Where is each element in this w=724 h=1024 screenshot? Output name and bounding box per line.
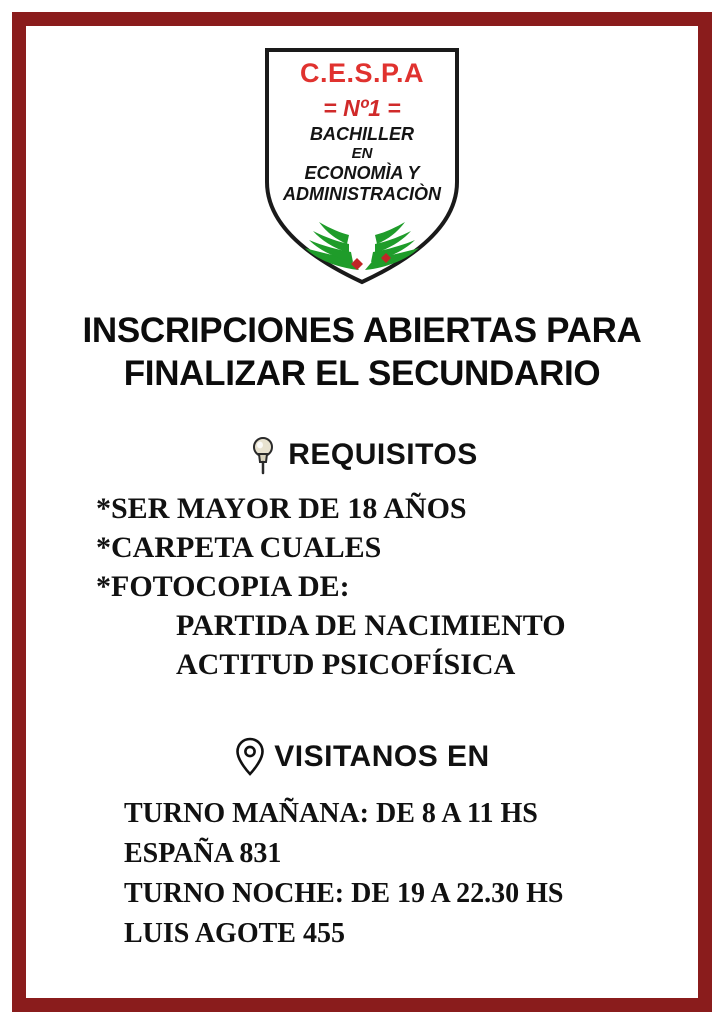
location-pin-icon [234,736,266,778]
crest-container [34,32,690,294]
crest-line-2: EN [351,145,373,163]
requisitos-list [96,489,690,684]
crest-shield-icon [231,32,493,294]
visitanos-title: VISITANOS EN [274,740,490,774]
requisitos-heading [34,435,690,475]
requisitos-section [34,435,690,684]
list-item: *CARPETA CUALES [96,531,382,565]
list-item: ACTITUD PSICOFÍSICA [176,648,516,682]
list-item: *FOTOCOPIA DE: [96,570,350,604]
requisitos-title: REQUISITOS [288,438,478,472]
visitanos-list [124,794,690,953]
crest-title: C.E.S.P.A [299,58,425,88]
list-item: ESPAÑA 831 [124,838,282,870]
pushpin-icon [246,435,280,475]
crest-number: = Nº1 = [323,95,401,121]
visitanos-section [34,736,690,953]
headline-line-1: INSCRIPCIONES ABIERTAS PARA [82,311,642,350]
poster-content [34,26,690,998]
crest-line-3: ECONOMÌA Y [304,162,420,183]
list-item: *SER MAYOR DE 18 AÑOS [96,492,467,526]
visitanos-heading [34,736,690,778]
list-item: PARTIDA DE NACIMIENTO [176,609,566,643]
list-item: TURNO MAÑANA: DE 8 A 11 HS [124,798,538,830]
crest-line-4: ADMINISTRACIÒN [283,184,441,205]
list-item: TURNO NOCHE: DE 19 A 22.30 HS [124,877,564,909]
crest-line-1: BACHILLER [310,124,414,144]
headline-line-2: FINALIZAR EL SECUNDARIO [123,353,601,393]
list-item: LUIS AGOTE 455 [124,917,345,949]
headline [34,310,690,395]
school-crest [231,32,493,294]
